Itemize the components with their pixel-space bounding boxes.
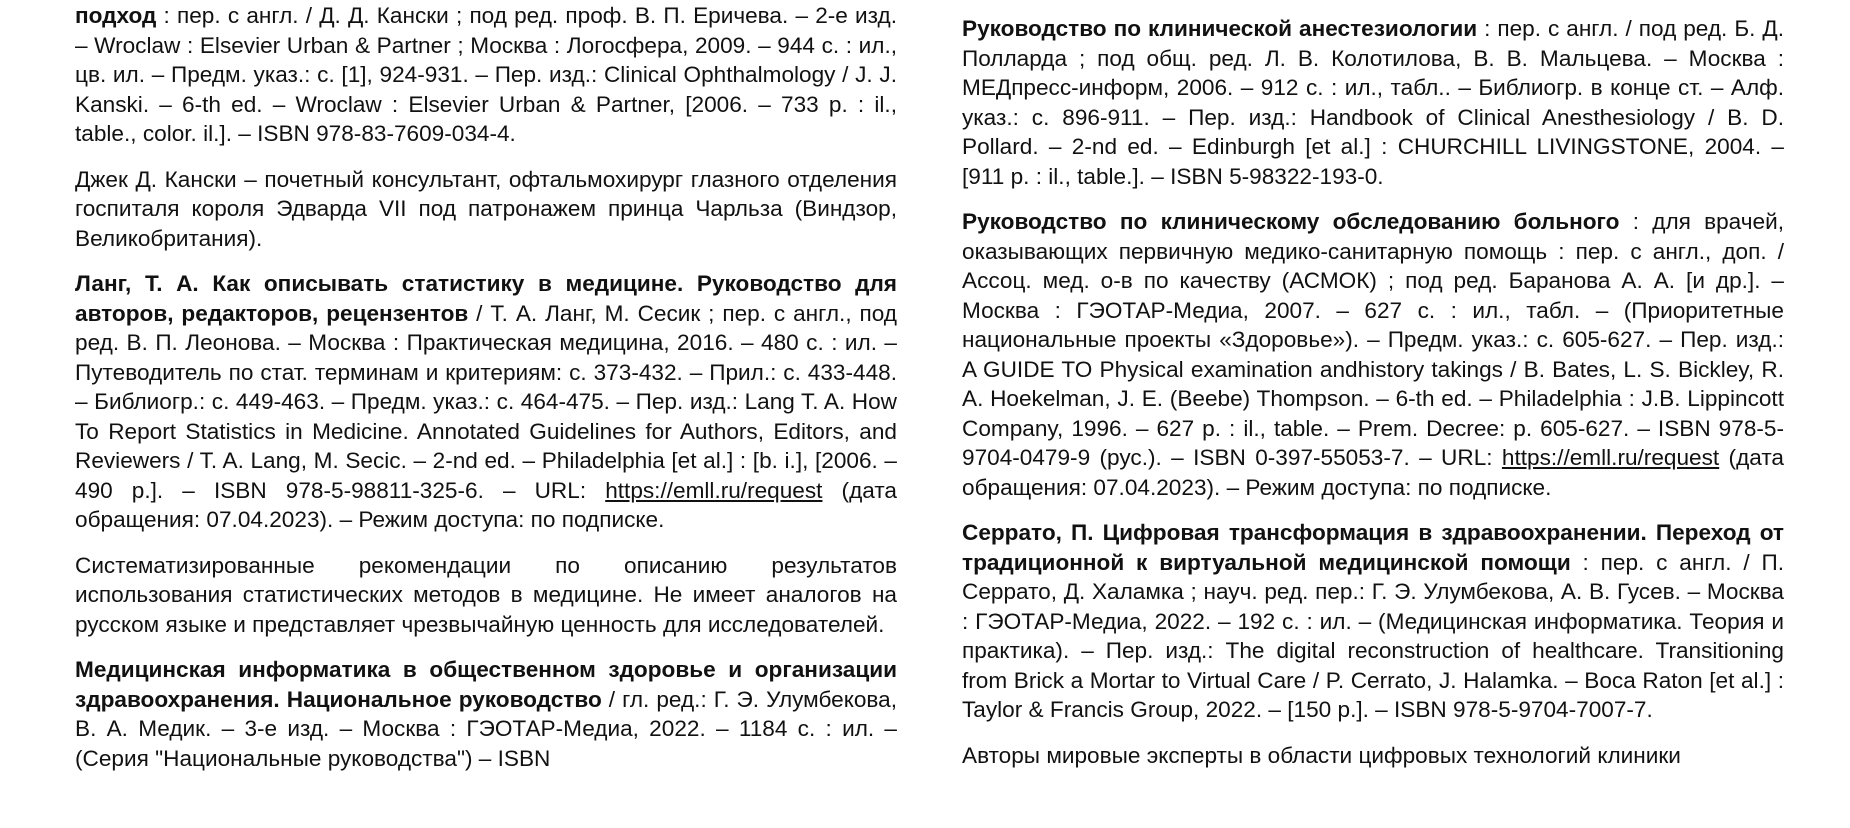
entry-title: Медицинская информатика в общественном здоровье и организации здравоохранения. Национальное руководство bbox=[75, 657, 897, 712]
entry-text: : пер. с англ. / Д. Д. Кански ; под ред. проф. В. П. Еричева. – 2-е изд. – Wroclaw : Elsevier Urban & Partner ; Москва : Логосфера, 2009. – 944 с. : ил., цв. ил. – Предм. указ.: с. [1], 924-931. – Пер. изд.: Clinical Ophthalmology / J. J. Kanski. – 6-th ed. – Wroclaw : Elsevier Urban & Partner, [2006. – 733 p. : il., table., color. il.]. – ISBN 978-83-7609-034-4. bbox=[75, 3, 897, 146]
entry-title: Руководство по клиническому обследованию больного bbox=[962, 209, 1620, 234]
left-column bbox=[75, 0, 897, 789]
entry-text: : пер. с англ. / П. Серрато, Д. Халамка ; науч. ред. пер.: Г. Э. Улумбекова, А. В. Гусев. – Москва : ГЭОТАР-Медиа, 2022. – 192 с. : ил. – (Медицинская информатика. Теория и практика). – Пер. изд.: The digital reconstruction of healthcare. Transitioning from Brick a Mortar to Virtual Care / P. Cerrato, J. Halamka. – Boca Raton [et al.] : Taylor & Francis Group, 2022. – [150 p.]. – ISBN 978-5-9704-7007-7. bbox=[962, 549, 1784, 722]
entry-text: : пер. с англ. / под ред. Б. Д. Полларда ; под общ. ред. Л. В. Колотилова, В. В. Мальцева. – Москва : МЕДпресс-информ, 2006. – 912 с. : ил., табл.. – Библиогр. в конце ст. – Алф. указ.: с. 896-911. – Пер. изд.: Handbook of Clinical Anesthesiology / B. D. Pollard. – 2-nd ed. – Edinburgh [et al.] : CHURCHILL LIVINGSTONE, 2004. – [911 p. : il., table.]. – ISBN 5-98322-193-0. bbox=[962, 16, 1784, 189]
bibliography-entry-anesthesiology bbox=[962, 14, 1784, 191]
entry-text: / гл. ред.: Г. Э. Улумбекова, В. А. Медик. – 3-е изд. – Москва : ГЭОТАР-Медиа, 2022. – 1184 с. : ил. – (Серия "Национальные руководства") – ISBN bbox=[75, 686, 897, 771]
annotation-lang: Систематизированные рекомендации по описанию результатов использования статистических методов в медицине. Не имеет аналогов на русском языке и представляет чрезвычайную ценность для исследователей. bbox=[75, 552, 897, 637]
bibliography-entry-lang bbox=[75, 269, 897, 535]
right-column bbox=[962, 14, 1784, 786]
entry-access-note: (дата обращения: 07.04.2023). – Режим доступа: по подписке. bbox=[75, 477, 897, 532]
bibliography-entry-clinical-exam bbox=[962, 207, 1784, 502]
annotation-kanski: Джек Д. Кански – почетный консультант, офтальмохирург глазного отделения госпиталя короля Эдварда VII под патронажем принца Чарльза (Виндзор, Великобритания). bbox=[75, 166, 897, 251]
bibliography-entry-serrato bbox=[962, 518, 1784, 725]
entry-url-link[interactable]: https://emll.ru/request bbox=[1501, 445, 1720, 470]
entry-title: Руководство по клинической анестезиологии bbox=[962, 16, 1478, 41]
annotation-serrato: Авторы мировые эксперты в области цифровых технологий клиники bbox=[962, 742, 1681, 768]
entry-title: Серрато, П. Цифровая трансформация в здравоохранении. Переход от традиционной к виртуальной медицинской помощи bbox=[962, 520, 1784, 575]
bibliography-entry-kanski bbox=[75, 1, 897, 149]
entry-access-note: (дата обращения: 07.04.2023). – Режим доступа: по подписке. bbox=[962, 445, 1784, 500]
entry-title: Ланг, Т. А. Как описывать статистику в медицине. Руководство для авторов, редакторов, рецензентов bbox=[75, 271, 897, 326]
bibliography-entry-med-informatics bbox=[75, 655, 897, 773]
entry-url-link[interactable]: https://emll.ru/request bbox=[605, 477, 823, 503]
entry-title: подход bbox=[75, 3, 157, 28]
entry-text: : для врачей, оказывающих первичную медико-санитарную помощь : пер. с англ., доп. / Ассоц. мед. о-в по качеству (АСМОК) ; под ред. Баранова А. А. [и др.]. – Москва : ГЭОТАР-Медиа, 2007. – 627 с. : ил., табл. – (Приоритетные национальные проекты «Здоровье»). – Предм. указ.: с. 605-627. – Пер. изд.: A GUIDE TO Physical examination andhistory takings / B. Bates, L. S. Bickley, R. A. Hoekelman, J. E. (Beebe) Thompson. – 6-th ed. – Philadelphia : J.B. Lippincott Company, 1996. – 627 p. : il., table. – Prem. Decree: p. 605-627. – ISBN 978-5-9704-0479-9 (рус.). – ISBN 0-397-55053-7. – URL: bbox=[962, 209, 1784, 470]
entry-text: / Т. А. Ланг, М. Сесик ; пер. с англ., под ред. В. П. Леонова. – Москва : Практическая медицина, 2016. – 480 с. : ил. – Путеводитель по стат. терминам и критериям: с. 373-432. – Прил.: с. 433-448. – Библиогр.: с. 449-463. – Предм. указ.: с. 464-475. – Пер. изд.: Lang T. A. How To Report Statistics in Medicine. Annotated Guidelines for Authors, Editors, and Reviewers / T. A. Lang, M. Secic. – 2-nd ed. – Philadelphia [et al.] : [b. i.], [2006. – 490 p.]. – ISBN 978-5-98811-325-6. – URL: bbox=[75, 300, 897, 503]
